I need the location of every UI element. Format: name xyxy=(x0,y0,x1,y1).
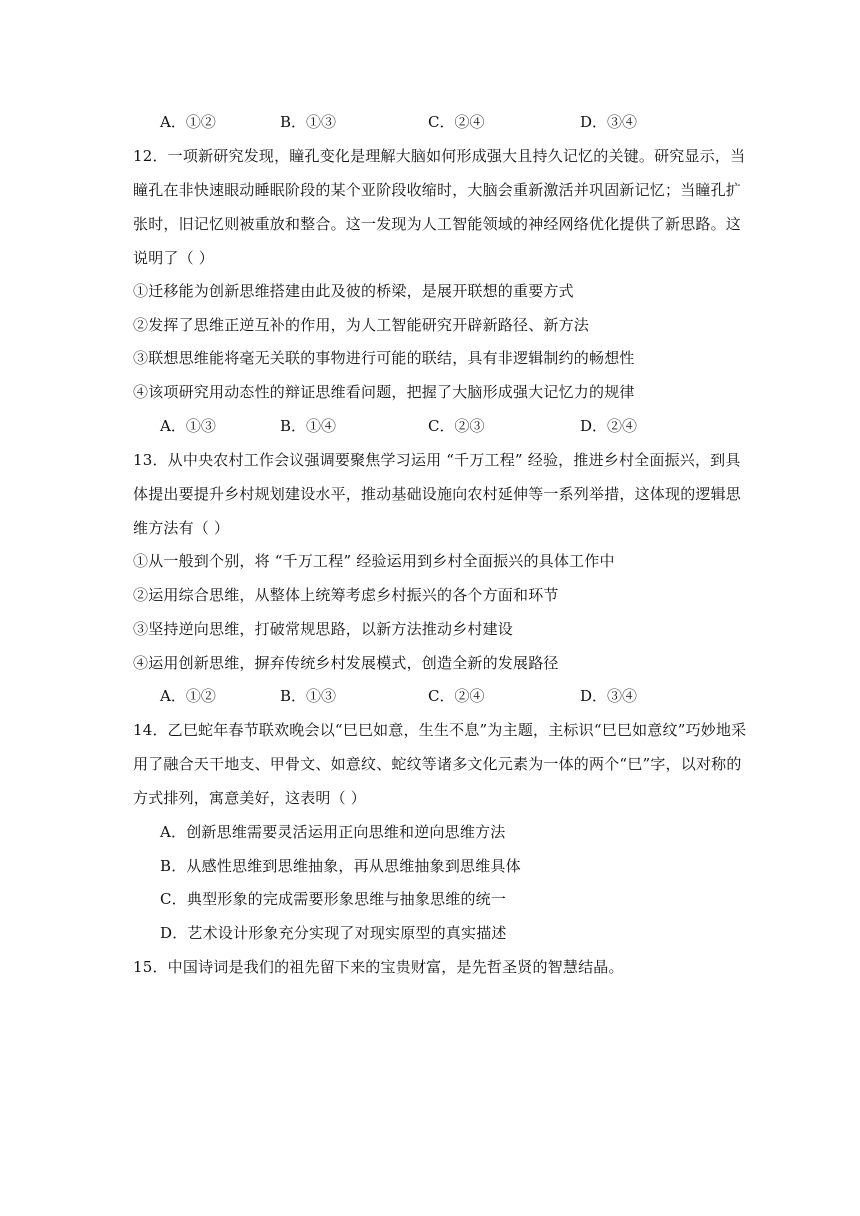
q13-statement-4: ④运用创新思维，摒弃传统乡村发展模式，创造全新的发展路径 xyxy=(133,654,559,672)
q12-statement-2: ②发挥了思维正逆互补的作用，为人工智能研究开辟新路径、新方法 xyxy=(133,316,590,334)
q12-stem-line: 12．一项新研究发现，瞳孔变化是理解大脑如何形成强大且持久记忆的关键。研究显示，当 xyxy=(133,147,746,165)
q11-choice-d[interactable]: D．③④ xyxy=(580,113,638,131)
q11-choices xyxy=(160,112,740,132)
q11-choice-b[interactable]: B．①③ xyxy=(280,113,337,131)
q14-option-d[interactable]: D．艺术设计形象充分实现了对现实原型的真实描述 xyxy=(160,924,507,942)
q13-choice-c[interactable]: C．②④ xyxy=(428,687,485,705)
q12-stem-line: 瞳孔在非快速眼动睡眠阶段的某个亚阶段收缩时，大脑会重新激活并巩固新记忆；当瞳孔扩 xyxy=(133,181,742,199)
q13-statement-3: ③坚持逆向思维，打破常规思路，以新方法推动乡村建设 xyxy=(133,620,514,638)
q13-choice-d[interactable]: D．③④ xyxy=(580,687,638,705)
q14-option-a[interactable]: A．创新思维需要灵活运用正向思维和逆向思维方法 xyxy=(160,823,506,841)
q12-statement-1: ①迁移能为创新思维搭建由此及彼的桥梁，是展开联想的重要方式 xyxy=(133,282,574,300)
q12-choice-b[interactable]: B．①④ xyxy=(280,417,337,435)
q11-choice-a[interactable]: A．①② xyxy=(160,113,216,131)
q14-stem-line: 14．乙巳蛇年春节联欢晚会以“巳巳如意，生生不息”为主题，主标识“巳巳如意纹”巧妙地采 xyxy=(133,721,747,739)
q14-option-b[interactable]: B．从感性思维到思维抽象，再从思维抽象到思维具体 xyxy=(160,857,521,875)
q14-option-c[interactable]: C．典型形象的完成需要形象思维与抽象思维的统一 xyxy=(160,890,507,908)
q12-choices xyxy=(160,416,740,436)
q13-choice-b[interactable]: B．①③ xyxy=(280,687,337,705)
q15-stem-line: 15．中国诗词是我们的祖先留下来的宝贵财富，是先哲圣贤的智慧结晶。 xyxy=(133,958,624,976)
q12-choice-c[interactable]: C．②③ xyxy=(428,417,485,435)
q12-choice-d[interactable]: D．②④ xyxy=(580,417,638,435)
q13-statement-1: ①从一般到个别，将 “千万工程” 经验运用到乡村全面振兴的具体工作中 xyxy=(133,552,615,570)
q11-choice-c[interactable]: C．②④ xyxy=(428,113,485,131)
q13-stem-line: 维方法有（ ） xyxy=(133,519,230,537)
q13-choice-a[interactable]: A．①② xyxy=(160,687,216,705)
q14-stem-line: 方式排列，寓意美好，这表明（ ） xyxy=(133,789,366,807)
q13-choices xyxy=(160,686,740,706)
q13-statement-2: ②运用综合思维，从整体上统筹考虑乡村振兴的各个方面和环节 xyxy=(133,586,559,604)
q12-stem-line: 说明了（ ） xyxy=(133,249,214,267)
q14-stem-line: 用了融合天干地支、甲骨文、如意纹、蛇纹等诸多文化元素为一体的两个“巳”字，以对称的 xyxy=(133,755,742,773)
q12-choice-a[interactable]: A．①③ xyxy=(160,417,216,435)
q13-stem-line: 13．从中央农村工作会议强调要聚焦学习运用 “千万工程” 经验，推进乡村全面振兴，到具 xyxy=(133,451,741,469)
q12-statement-4: ④该项研究用动态性的辩证思维看问题，把握了大脑形成强大记忆力的规律 xyxy=(133,383,635,401)
q12-statement-3: ③联想思维能将毫无关联的事物进行可能的联结，具有非逻辑制约的畅想性 xyxy=(133,349,635,367)
q13-stem-line: 体提出要提升乡村规划建设水平，推动基础设施向农村延伸等一系列举措，这体现的逻辑思 xyxy=(133,485,742,503)
q12-stem-line: 张时，旧记忆则被重放和整合。这一发现为人工智能领域的神经网络优化提供了新思路。这 xyxy=(133,215,742,233)
